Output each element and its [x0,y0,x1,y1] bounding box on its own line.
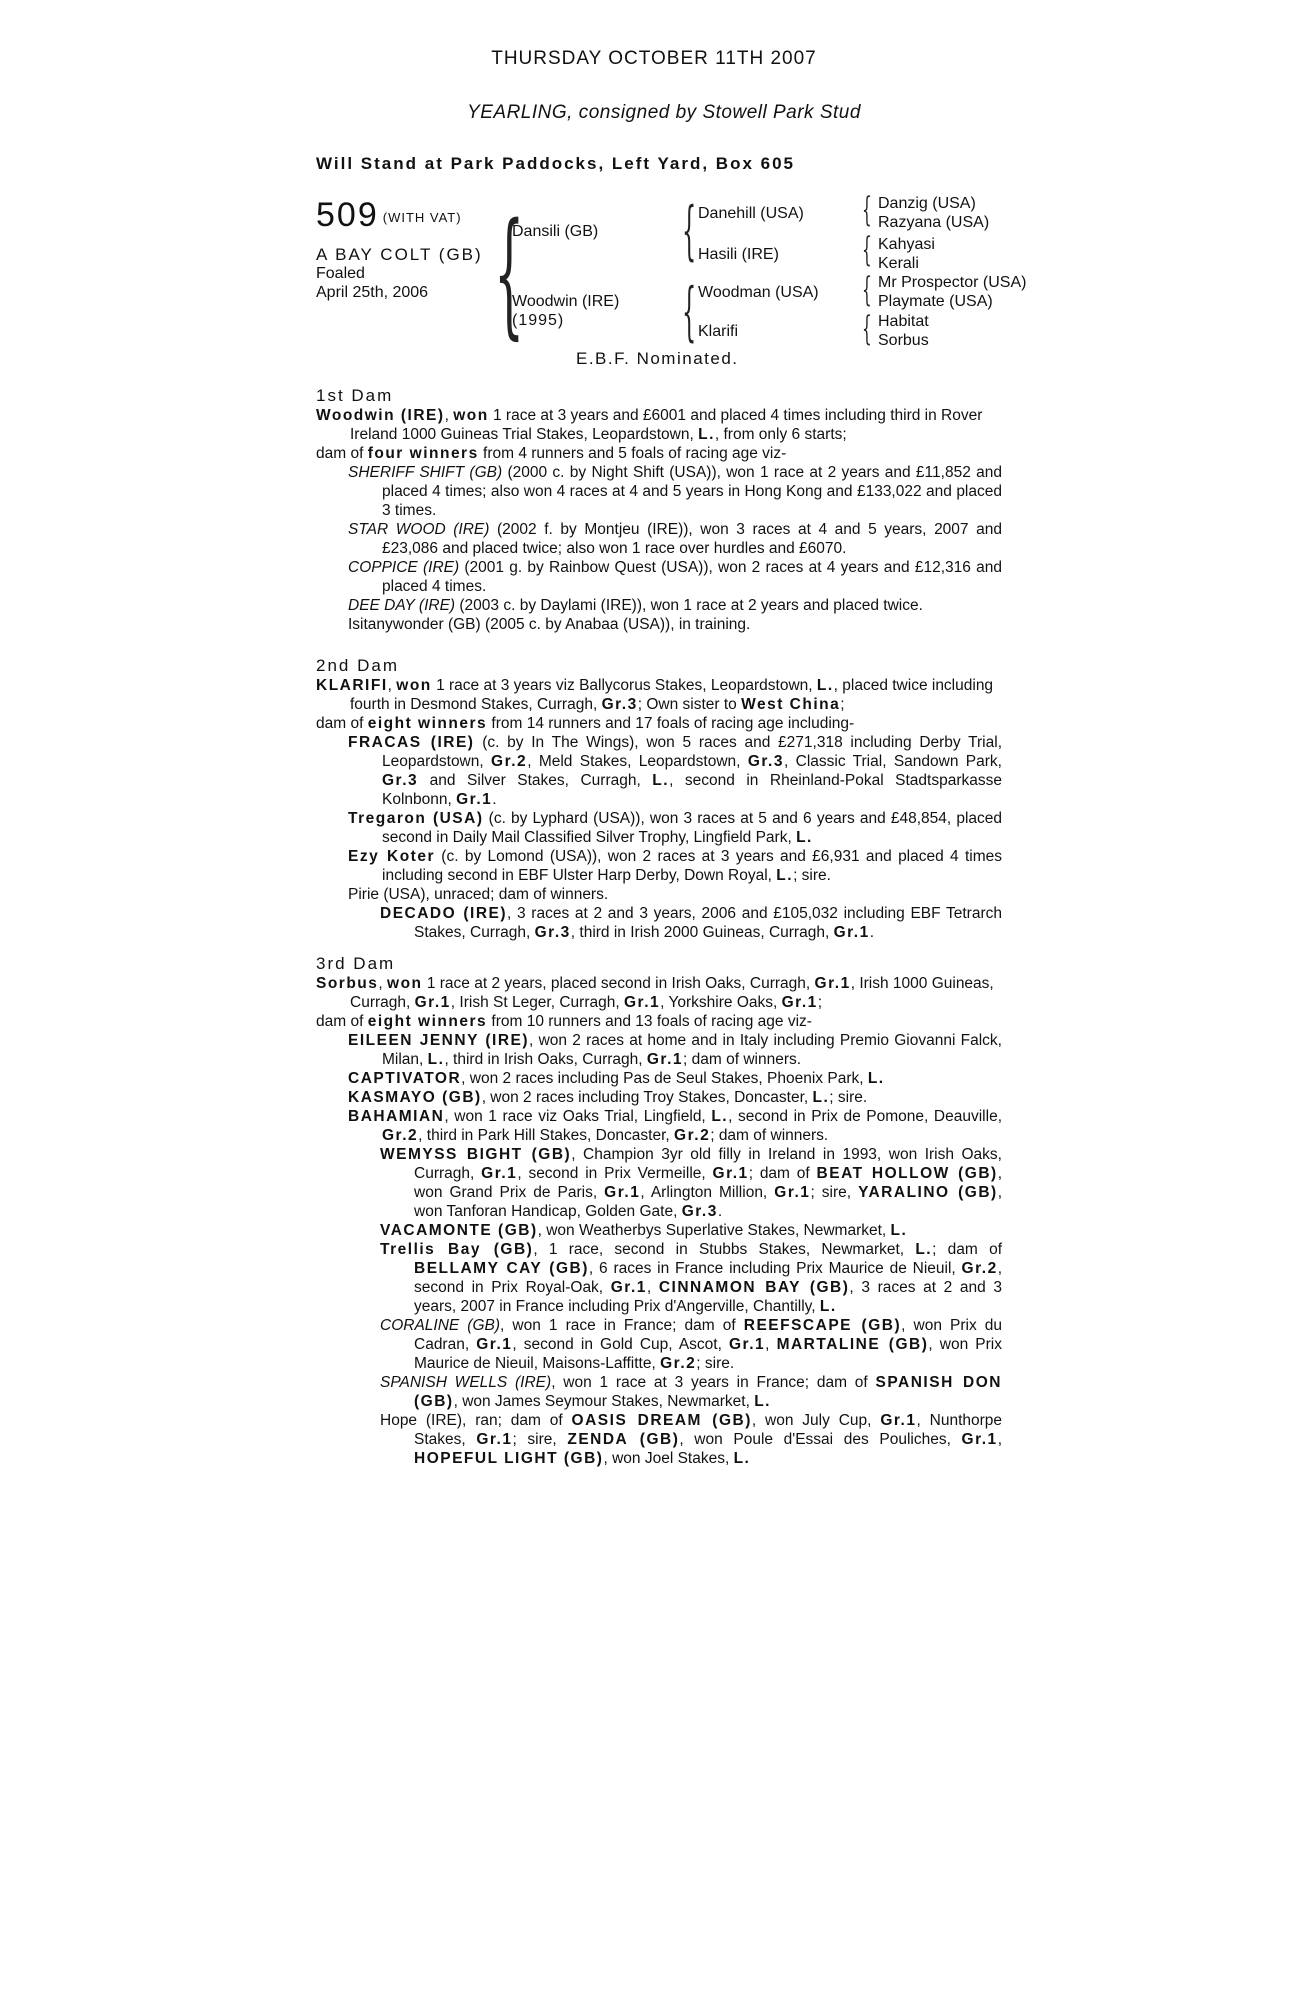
produce-entry: COPPICE (IRE) (2001 g. by Rainbow Quest (USA)), won 2 races at 4 years and £12,316 and placed 4 times. [348,559,1002,595]
first-dam-summary: Woodwin (IRE), won 1 race at 3 years and £6001 and placed 4 times including third in Rover Ireland 1000 Guineas Trial Stakes, Leopardstown, L., from only 6 starts; [316,407,983,443]
grandsire-2: Razyana (USA) [878,214,990,231]
third-dam-summary: Sorbus, won 1 race at 2 years, placed second in Irish Oaks, Curragh, Gr.1, Irish 1000 Guineas, Curragh, Gr.1, Irish St Leger, Curragh, Gr.1, Yorkshire Oaks, Gr.1; [316,975,994,1011]
dam-line-brace: { [682,275,697,349]
produce-entry: KASMAYO (GB), won 2 races including Troy Stakes, Doncaster, L.; sire. [348,1089,868,1106]
ebf-note: E.B.F. Nominated. [576,349,739,368]
dam-name: Woodwin (IRE) [316,407,445,424]
lot-number-value: 509 [316,196,379,234]
sire-dam: Hasili (IRE) [698,246,779,263]
produce-entry: WEMYSS BIGHT (GB), Champion 3yr old filly in Ireland in 1993, won Irish Oaks, Curragh, Gr.1, second in Prix Vermeille, Gr.1; dam of BEAT HOLLOW (GB), won Grand Prix de Paris, Gr.1, Arlington Million, Gr.1; sire, YARALINO (GB), won Tanforan Handicap, Golden Gate, Gr.3. [380,1146,1003,1220]
g3-brace: { [862,270,872,310]
sire-name: Dansili (GB) [512,223,599,240]
grandsire-3: Kahyasi [878,236,935,253]
foaled-label: Foaled [316,265,365,282]
dam-year: (1995) [512,312,565,329]
produce-entry: CAPTIVATOR, won 2 races including Pas de Seul Stakes, Phoenix Park, L. [348,1070,885,1087]
third-dam-title: 3rd Dam [316,954,396,973]
dam-name-text: Woodwin (IRE) [512,293,620,310]
produce-entry: Tregaron (USA) (c. by Lyphard (USA)), won 3 races at 5 and 6 years and £48,854, placed second in Daily Mail Classified Silver Trophy, Lingfield Park, L. [348,810,1002,846]
grandsire-7: Habitat [878,313,929,330]
grandsire-4: Kerali [878,255,919,272]
produce-entry: BAHAMIAN, won 1 race viz Oaks Trial, Lingfield, L., second in Prix de Pomone, Deauville, Gr.2, third in Park Hill Stakes, Doncaster, Gr.2; dam of winners. [348,1108,1002,1144]
produce-entry: STAR WOOD (IRE) (2002 f. by Montjeu (IRE)), won 3 races at 4 and 5 years, 2007 and £23,086 and placed twice; also won 1 race over hurdles and £6070. [348,521,1002,557]
grandsire-6: Playmate (USA) [878,293,993,310]
produce-entry: VACAMONTE (GB), won Weatherbys Superlative Stakes, Newmarket, L. [380,1222,908,1239]
produce-entry: Trellis Bay (GB), 1 race, second in Stubbs Stakes, Newmarket, L.; dam of BELLAMY CAY (GB), 6 races in France including Prix Maurice de Nieuil, Gr.2, second in Prix Royal-Oak, Gr.1, CINNAMON BAY (GB), 3 races at 2 and 3 years, 2007 in France including Prix d'Angerville, Chantilly, L. [380,1241,1003,1315]
grandsire-5: Mr Prospector (USA) [878,274,1027,291]
grandsire-8: Sorbus [878,332,929,349]
stand-location: Will Stand at Park Paddocks, Left Yard, Box 605 [316,154,795,173]
produce-entry: DEE DAY (IRE) (2003 c. by Daylami (IRE)), won 1 race at 2 years and placed twice. [348,597,923,614]
third-dam-produce-line: dam of eight winners from 10 runners and 13 foals of racing age viz- [316,1013,812,1030]
produce-entry: SHERIFF SHIFT (GB) (2000 c. by Night Shift (USA)), won 1 race at 2 years and £11,852 and placed 4 times; also won 4 races at 4 and 5 years in Hong Kong and £133,022 and placed 3 times. [348,464,1002,519]
produce-entry: Pirie (USA), unraced; dam of winners. [348,886,609,903]
produce-entry: Hope (IRE), ran; dam of OASIS DREAM (GB), won July Cup, Gr.1, Nunthorpe Stakes, Gr.1; sire, ZENDA (GB), won Poule d'Essai des Pouliches, Gr.1, HOPEFUL LIGHT (GB), won Joel Stakes, L. [380,1412,1003,1467]
dam-sire: Woodman (USA) [698,284,819,301]
sire-sire: Danehill (USA) [698,205,804,222]
second-dam-section [316,656,1002,942]
second-dam-title: 2nd Dam [316,656,399,675]
produce-entry: Isitanywonder (GB) (2005 c. by Anabaa (USA)), in training. [348,616,751,633]
second-dam-produce-line: dam of eight winners from 14 runners and 17 foals of racing age including- [316,715,855,732]
vat-note: (WITH VAT) [382,209,462,225]
g1-brace: { [862,190,872,230]
dam-dam: Klarifi [698,323,739,340]
produce-entry: EILEEN JENNY (IRE), won 2 races at home and in Italy including Premio Giovanni Falck, Milan, L., third in Irish Oaks, Curragh, Gr.1; dam of winners. [348,1032,1002,1068]
sire-line-brace: { [682,194,697,268]
horse-name: A BAY COLT (GB) [316,245,483,264]
lot-number [316,196,462,235]
produce-entry: FRACAS (IRE) (c. by In The Wings), won 5 races and £271,318 including Derby Trial, Leopardstown, Gr.2, Meld Stakes, Leopardstown, Gr.3, Classic Trial, Sandown Park, Gr.3 and Silver Stakes, Curragh, L., second in Rheinland-Pokal Stadtsparkasse Kolnbonn, Gr.1. [348,734,1002,808]
grandsire-1: Danzig (USA) [878,195,976,212]
foaled-date: April 25th, 2006 [316,284,429,301]
first-dam-section [316,386,1002,634]
produce-entry: DECADO (IRE), 3 races at 2 and 3 years, 2006 and £105,032 including EBF Tetrarch Stakes, Curragh, Gr.3, third in Irish 2000 Guineas, Curragh, Gr.1. [380,905,1002,941]
produce-entry: CORALINE (GB), won 1 race in France; dam of REEFSCAPE (GB), won Prix du Cadran, Gr.1, second in Gold Cup, Ascot, Gr.1, MARTALINE (GB), won Prix Maurice de Nieuil, Maisons-Laffitte, Gr.2; sire. [380,1317,1003,1372]
second-dam-summary: KLARIFI, won 1 race at 3 years viz Ballycorus Stakes, Leopardstown, L., placed twice including fourth in Desmond Stakes, Curragh, Gr.3; Own sister to West China; [316,677,994,713]
sire-dam-brace: { [494,195,525,353]
sale-date: THURSDAY OCTOBER 11TH 2007 [491,48,817,69]
dam-name [512,292,619,330]
foaled-info [316,264,428,302]
produce-entry: SPANISH WELLS (IRE), won 1 race at 3 years in France; dam of SPANISH DON (GB), won James Seymour Stakes, Newmarket, L. [380,1374,1002,1410]
first-dam-title: 1st Dam [316,386,394,405]
consignment-line: YEARLING, consigned by Stowell Park Stud [467,102,861,123]
g4-brace: { [862,309,872,349]
g2-brace: { [862,230,872,270]
produce-entry: Ezy Koter (c. by Lomond (USA)), won 2 races at 3 years and £6,931 and placed 4 times including second in EBF Ulster Harp Derby, Down Royal, L.; sire. [348,848,1003,884]
third-dam-section [316,954,1002,1468]
first-dam-produce-line: dam of four winners from 4 runners and 5 foals of racing age viz- [316,445,787,462]
